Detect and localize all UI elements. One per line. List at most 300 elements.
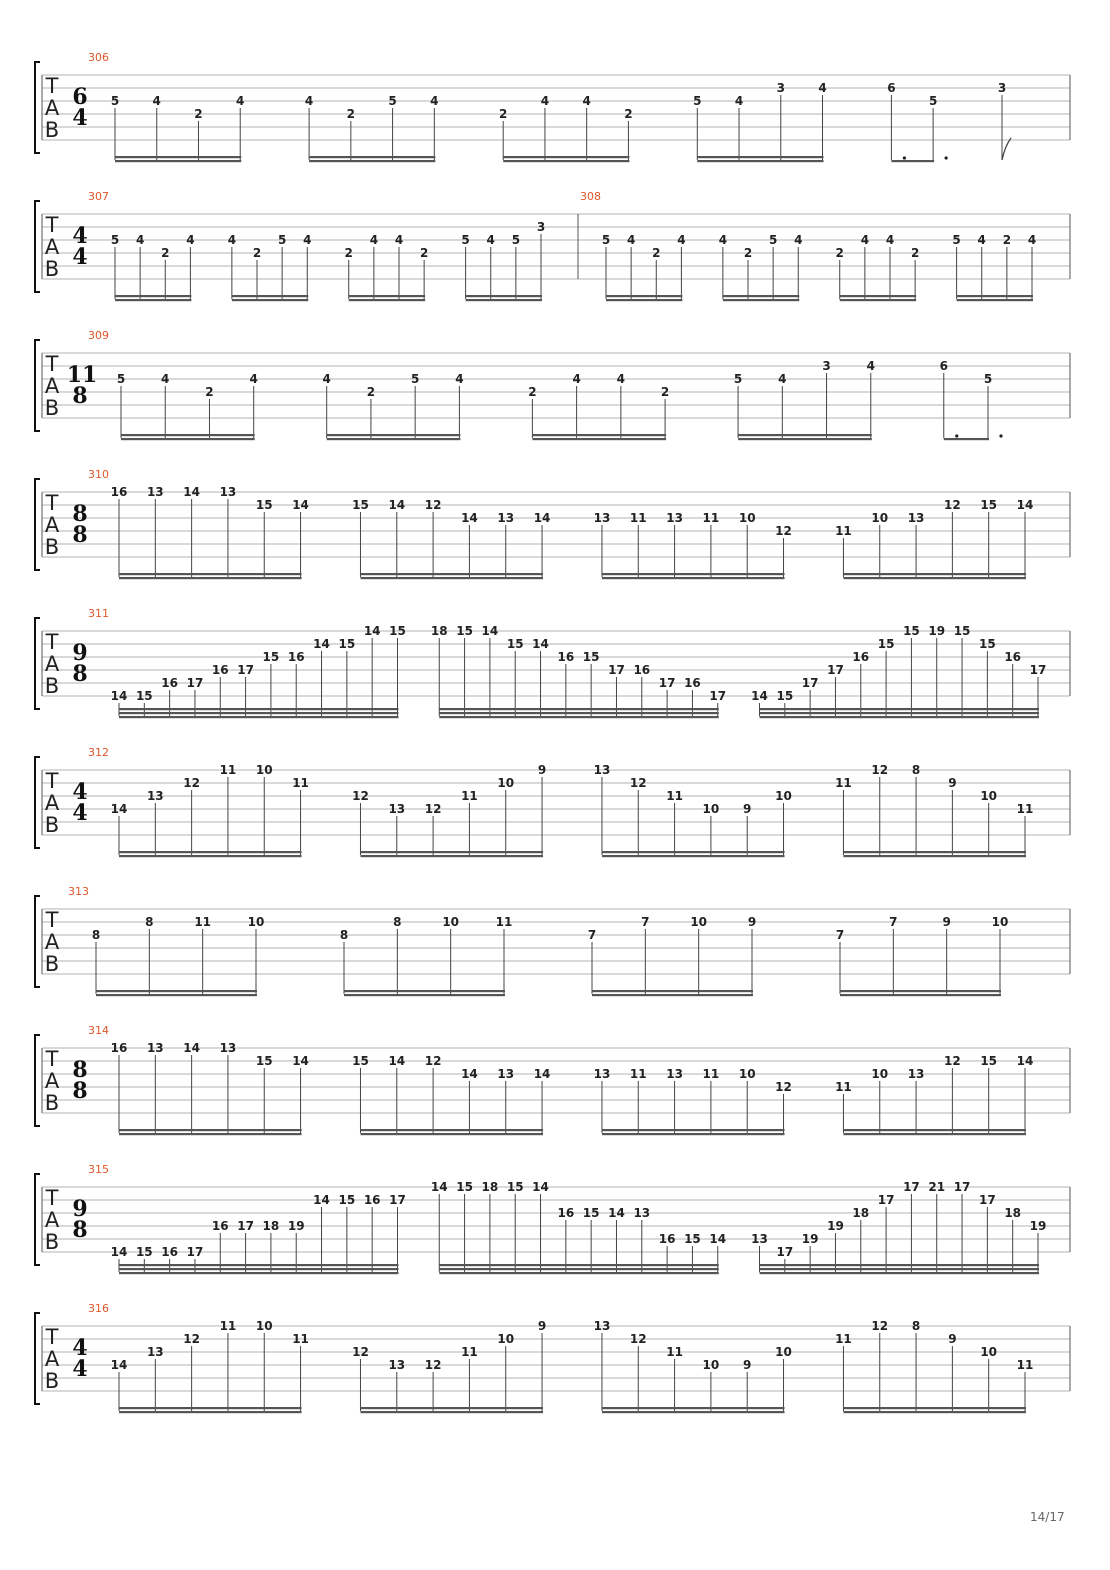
time-signature-bottom: 4 <box>72 1356 88 1382</box>
tab-clef-letter: A <box>44 96 60 120</box>
fret-number: 2 <box>1002 233 1012 247</box>
fret-number: 14 <box>313 637 330 651</box>
fret-number: 4 <box>778 372 787 386</box>
fret-number: 10 <box>442 915 460 929</box>
fret-number: 12 <box>183 776 200 790</box>
fret-number: 10 <box>497 1332 515 1346</box>
fret-number: 4 <box>818 81 827 95</box>
rhythm-dot <box>955 434 958 437</box>
fret-number: 11 <box>629 511 647 525</box>
tab-clef-letter: T <box>45 1047 59 1071</box>
beam <box>96 994 257 996</box>
beam <box>602 577 785 579</box>
fret-number: 11 <box>194 915 212 929</box>
page-number: 14/17 <box>1030 1510 1065 1524</box>
time-signature-top: 8 <box>72 501 88 527</box>
measure-number: 316 <box>88 1302 109 1315</box>
time-signature-bottom: 4 <box>72 244 88 270</box>
fret-number: 4 <box>677 233 686 247</box>
fret-number: 4 <box>540 94 550 108</box>
fret-number: 18 <box>430 624 448 638</box>
tab-system <box>35 62 1070 162</box>
fret-number: 11 <box>1016 1358 1034 1372</box>
system-bracket <box>35 1174 40 1265</box>
fret-number: 10 <box>690 915 708 929</box>
fret-number: 13 <box>388 802 406 816</box>
beam <box>532 434 666 436</box>
fret-number: 4 <box>626 233 636 247</box>
fret-number: 15 <box>255 1054 273 1068</box>
fret-number: 11 <box>292 1332 309 1346</box>
fret-number: 17 <box>186 676 204 690</box>
fret-number: 13 <box>593 1067 611 1081</box>
system-bracket <box>35 896 40 987</box>
fret-number: 6 <box>887 81 896 95</box>
fret-number: 16 <box>1004 650 1022 664</box>
fret-number: 15 <box>980 1054 998 1068</box>
fret-number: 2 <box>252 246 262 260</box>
fret-number: 15 <box>338 1193 356 1207</box>
fret-number: 15 <box>582 650 600 664</box>
fret-number: 3 <box>776 81 785 95</box>
fret-number: 19 <box>928 624 946 638</box>
fret-number: 11 <box>219 763 237 777</box>
fret-number: 4 <box>885 233 895 247</box>
tab-clef-letter: A <box>44 235 60 259</box>
beam <box>840 994 1001 996</box>
fret-number: 11 <box>461 789 478 803</box>
fret-number: 4 <box>616 372 626 386</box>
time-signature-top: 4 <box>72 223 88 249</box>
beam <box>592 990 753 992</box>
fret-number: 4 <box>249 372 258 386</box>
fret-number: 14 <box>183 485 200 499</box>
fret-number: 3 <box>536 220 546 234</box>
fret-number: 13 <box>593 1319 611 1333</box>
tab-clef-letter: B <box>44 674 60 698</box>
fret-number: 5 <box>693 94 702 108</box>
beam <box>119 577 302 579</box>
beam <box>697 160 823 162</box>
fret-number: 10 <box>775 1345 792 1359</box>
fret-number: 15 <box>979 637 996 651</box>
fret-number: 3 <box>822 359 831 373</box>
fret-number: 13 <box>666 511 683 525</box>
fret-number: 9 <box>743 1358 752 1372</box>
fret-number: 16 <box>211 663 229 677</box>
beam <box>309 156 435 158</box>
system-bracket <box>35 340 40 431</box>
fret-number: 4 <box>1027 233 1037 247</box>
fret-number: 13 <box>593 763 611 777</box>
beam <box>843 1133 1026 1135</box>
fret-number: 18 <box>852 1206 870 1220</box>
fret-number: 11 <box>702 511 720 525</box>
beam <box>119 1272 398 1274</box>
beam <box>606 299 682 301</box>
time-signature-bottom: 8 <box>72 1078 88 1104</box>
system-bracket <box>35 201 40 292</box>
tab-system <box>35 340 1070 440</box>
tab-clef-letter: A <box>44 1069 60 1093</box>
beam <box>349 299 425 301</box>
fret-number: 17 <box>237 663 254 677</box>
beam <box>119 1264 398 1266</box>
fret-number: 5 <box>983 372 993 386</box>
beam <box>466 299 542 301</box>
fret-number: 2 <box>346 107 356 121</box>
fret-number: 9 <box>942 915 951 929</box>
tab-clef-letter: A <box>44 374 60 398</box>
fret-number: 18 <box>481 1180 499 1194</box>
fret-number: 10 <box>775 789 792 803</box>
fret-number: 4 <box>161 372 170 386</box>
fret-number: 14 <box>110 689 128 703</box>
fret-number: 17 <box>1029 663 1047 677</box>
beam <box>119 851 302 853</box>
fret-number: 4 <box>369 233 379 247</box>
time-signature-bottom: 4 <box>72 800 88 826</box>
tab-clef-letter: T <box>45 1186 59 1210</box>
fret-number: 10 <box>702 802 720 816</box>
beam <box>115 160 241 162</box>
beam <box>503 160 629 162</box>
fret-number: 5 <box>410 372 420 386</box>
fret-number: 17 <box>877 1193 895 1207</box>
beam <box>944 438 989 440</box>
fret-number: 15 <box>352 498 369 512</box>
fret-number: 17 <box>776 1245 794 1259</box>
beam <box>327 434 461 436</box>
fret-number: 10 <box>980 789 998 803</box>
fret-number: 5 <box>110 233 120 247</box>
fret-number: 2 <box>624 107 633 121</box>
measure-number: 311 <box>88 607 109 620</box>
beam <box>115 295 191 297</box>
beam <box>439 1268 718 1270</box>
beam <box>360 851 543 853</box>
tab-clef-letter: A <box>44 1347 60 1371</box>
fret-number: 16 <box>363 1193 381 1207</box>
fret-number: 17 <box>389 1193 406 1207</box>
fret-number: 2 <box>344 246 353 260</box>
fret-number: 15 <box>582 1206 600 1220</box>
fret-number: 12 <box>424 498 442 512</box>
tab-clef-letter: A <box>44 791 60 815</box>
fret-number: 12 <box>352 789 369 803</box>
tab-system <box>35 896 1070 996</box>
beam <box>723 299 799 301</box>
fret-number: 13 <box>146 1041 164 1055</box>
fret-number: 16 <box>684 676 701 690</box>
beam <box>439 716 718 718</box>
fret-number: 12 <box>629 776 647 790</box>
fret-number: 4 <box>303 233 312 247</box>
beam <box>891 160 934 162</box>
beam <box>843 855 1026 857</box>
fret-number: 11 <box>495 915 513 929</box>
system-bracket <box>35 618 40 709</box>
fret-number: 16 <box>287 650 305 664</box>
fret-number: 10 <box>702 1358 720 1372</box>
fret-number: 4 <box>322 372 331 386</box>
beam <box>843 577 1026 579</box>
fret-number: 10 <box>980 1345 998 1359</box>
fret-number: 2 <box>161 246 170 260</box>
fret-number: 13 <box>219 485 237 499</box>
fret-number: 10 <box>738 511 756 525</box>
fret-number: 15 <box>255 498 273 512</box>
fret-number: 16 <box>852 650 870 664</box>
fret-number: 15 <box>877 637 895 651</box>
fret-number: 14 <box>110 802 128 816</box>
fret-number: 2 <box>910 246 920 260</box>
fret-number: 12 <box>424 1054 442 1068</box>
time-signature-top: 4 <box>72 1335 88 1361</box>
fret-number: 10 <box>871 511 889 525</box>
fret-number: 14 <box>1016 498 1034 512</box>
beam <box>843 1407 1026 1409</box>
fret-number: 15 <box>389 624 406 638</box>
fret-number: 17 <box>903 1180 920 1194</box>
fret-number: 14 <box>533 1067 551 1081</box>
beam <box>115 299 191 301</box>
fret-number: 14 <box>183 1041 200 1055</box>
beam <box>439 708 718 710</box>
fret-number: 2 <box>419 246 429 260</box>
fret-number: 14 <box>532 1180 549 1194</box>
beam <box>760 1272 1039 1274</box>
time-signature-top: 11 <box>66 362 98 388</box>
fret-number: 12 <box>871 1319 889 1333</box>
fret-number: 14 <box>461 1067 478 1081</box>
fret-number: 17 <box>608 663 625 677</box>
time-signature-top: 8 <box>72 1057 88 1083</box>
beam <box>843 1129 1026 1131</box>
fret-number: 9 <box>948 1332 957 1346</box>
beam <box>602 855 785 857</box>
fret-number: 13 <box>666 1067 683 1081</box>
fret-number: 11 <box>219 1319 237 1333</box>
beam <box>119 1411 302 1413</box>
beam <box>602 851 785 853</box>
beam <box>119 1133 302 1135</box>
fret-number: 14 <box>532 637 549 651</box>
fret-number: 13 <box>388 1358 406 1372</box>
fret-number: 2 <box>528 385 537 399</box>
time-signature-bottom: 8 <box>72 1217 88 1243</box>
fret-number: 14 <box>709 1232 727 1246</box>
time-signature-bottom: 8 <box>72 383 88 409</box>
measure-number: 306 <box>88 51 109 64</box>
measure-number: 310 <box>88 468 109 481</box>
fret-number: 18 <box>262 1219 280 1233</box>
beam <box>115 156 241 158</box>
time-signature-top: 9 <box>72 640 88 666</box>
beam <box>840 295 916 297</box>
fret-number: 5 <box>110 94 120 108</box>
fret-number: 8 <box>145 915 154 929</box>
fret-number: 15 <box>456 624 473 638</box>
tab-clef-letter: A <box>44 1208 60 1232</box>
fret-number: 12 <box>424 1358 442 1372</box>
beam <box>119 708 398 710</box>
fret-number: 4 <box>186 233 195 247</box>
fret-number: 4 <box>430 94 439 108</box>
fret-number: 16 <box>161 1245 178 1259</box>
fret-number: 12 <box>944 498 961 512</box>
beam <box>760 712 1039 714</box>
fret-number: 5 <box>733 372 743 386</box>
beam <box>439 712 718 714</box>
tab-clef-letter: T <box>45 491 59 515</box>
fret-number: 2 <box>499 107 508 121</box>
fret-number: 8 <box>911 763 921 777</box>
fret-number: 10 <box>255 763 273 777</box>
beam <box>327 438 461 440</box>
beam <box>119 573 302 575</box>
time-signature-bottom: 8 <box>72 661 88 687</box>
fret-number: 13 <box>146 1345 164 1359</box>
fret-number: 15 <box>684 1232 701 1246</box>
fret-number: 13 <box>146 485 164 499</box>
measure-number: 314 <box>88 1024 109 1037</box>
fret-number: 2 <box>835 246 844 260</box>
beam <box>466 295 542 297</box>
tab-clef-letter: B <box>44 396 60 420</box>
fret-number: 13 <box>593 511 611 525</box>
beam <box>602 1133 785 1135</box>
fret-number: 8 <box>91 928 101 942</box>
fret-number: 14 <box>533 511 551 525</box>
fret-number: 17 <box>186 1245 204 1259</box>
fret-number: 4 <box>582 94 591 108</box>
beam <box>360 577 543 579</box>
tab-clef-letter: B <box>44 257 60 281</box>
time-signature-top: 4 <box>72 779 88 805</box>
beam <box>738 438 872 440</box>
beam <box>309 160 435 162</box>
measure-number: 312 <box>88 746 109 759</box>
fret-number: 4 <box>236 94 245 108</box>
fret-number: 14 <box>388 1054 406 1068</box>
fret-number: 7 <box>835 928 845 942</box>
fret-number: 16 <box>161 676 178 690</box>
fret-number: 17 <box>801 676 819 690</box>
fret-number: 7 <box>889 915 898 929</box>
tab-clef-letter: T <box>45 352 59 376</box>
fret-number: 5 <box>928 94 938 108</box>
fret-number: 5 <box>952 233 961 247</box>
tab-clef-letter: T <box>45 630 59 654</box>
fret-number: 12 <box>352 1345 369 1359</box>
beam <box>843 1411 1026 1413</box>
fret-number: 10 <box>991 915 1009 929</box>
system-bracket <box>35 1035 40 1126</box>
fret-number: 12 <box>775 524 792 538</box>
measure-number: 313 <box>68 885 89 898</box>
fret-number: 10 <box>497 776 515 790</box>
beam <box>723 295 799 297</box>
beam <box>760 708 1039 710</box>
fret-number: 13 <box>751 1232 768 1246</box>
fret-number: 21 <box>928 1180 946 1194</box>
fret-number: 14 <box>1016 1054 1034 1068</box>
fret-number: 13 <box>907 1067 925 1081</box>
tab-clef-letter: A <box>44 513 60 537</box>
beam <box>602 1129 785 1131</box>
fret-number: 4 <box>860 233 870 247</box>
fret-number: 11 <box>835 524 852 538</box>
fret-number: 2 <box>205 385 214 399</box>
fret-number: 5 <box>461 233 470 247</box>
fret-number: 15 <box>262 650 280 664</box>
fret-number: 16 <box>633 663 651 677</box>
fret-number: 2 <box>652 246 661 260</box>
beam <box>957 295 1033 297</box>
tab-clef-letter: T <box>45 1325 59 1349</box>
tab-clef-letter: B <box>44 535 60 559</box>
fret-number: 15 <box>352 1054 369 1068</box>
fret-number: 11 <box>666 1345 683 1359</box>
fret-number: 15 <box>903 624 920 638</box>
measure-number: 309 <box>88 329 109 342</box>
fret-number: 18 <box>1004 1206 1022 1220</box>
beam <box>96 990 257 992</box>
beam <box>360 1407 543 1409</box>
fret-number: 11 <box>292 776 309 790</box>
system-bracket <box>35 757 40 848</box>
fret-number: 17 <box>658 676 676 690</box>
time-signature-bottom: 4 <box>72 105 88 131</box>
beam <box>592 994 753 996</box>
fret-number: 19 <box>801 1232 819 1246</box>
beam <box>119 1268 398 1270</box>
fret-number: 4 <box>152 94 161 108</box>
beam <box>344 990 505 992</box>
fret-number: 13 <box>219 1041 237 1055</box>
fret-number: 13 <box>146 789 164 803</box>
beam <box>119 855 302 857</box>
beam <box>439 1264 718 1266</box>
beam <box>119 1129 302 1131</box>
tab-clef-letter: B <box>44 1369 60 1393</box>
fret-number: 14 <box>481 624 499 638</box>
fret-number: 11 <box>835 776 852 790</box>
fret-number: 2 <box>743 246 753 260</box>
beam <box>843 573 1026 575</box>
fret-number: 14 <box>608 1206 625 1220</box>
fret-number: 15 <box>506 637 524 651</box>
beam <box>232 295 308 297</box>
note-flag <box>1002 138 1011 160</box>
fret-number: 16 <box>557 1206 575 1220</box>
fret-number: 14 <box>461 511 478 525</box>
fret-number: 2 <box>366 385 376 399</box>
fret-number: 11 <box>629 1067 647 1081</box>
fret-number: 15 <box>953 624 971 638</box>
measure-number: 308 <box>580 190 601 203</box>
fret-number: 14 <box>292 498 309 512</box>
fret-number: 15 <box>135 1245 153 1259</box>
tab-clef-letter: B <box>44 1091 60 1115</box>
fret-number: 17 <box>979 1193 996 1207</box>
beam <box>439 1272 718 1274</box>
fret-number: 15 <box>980 498 998 512</box>
fret-number: 6 <box>939 359 948 373</box>
time-signature-top: 9 <box>72 1196 88 1222</box>
fret-number: 16 <box>110 485 128 499</box>
